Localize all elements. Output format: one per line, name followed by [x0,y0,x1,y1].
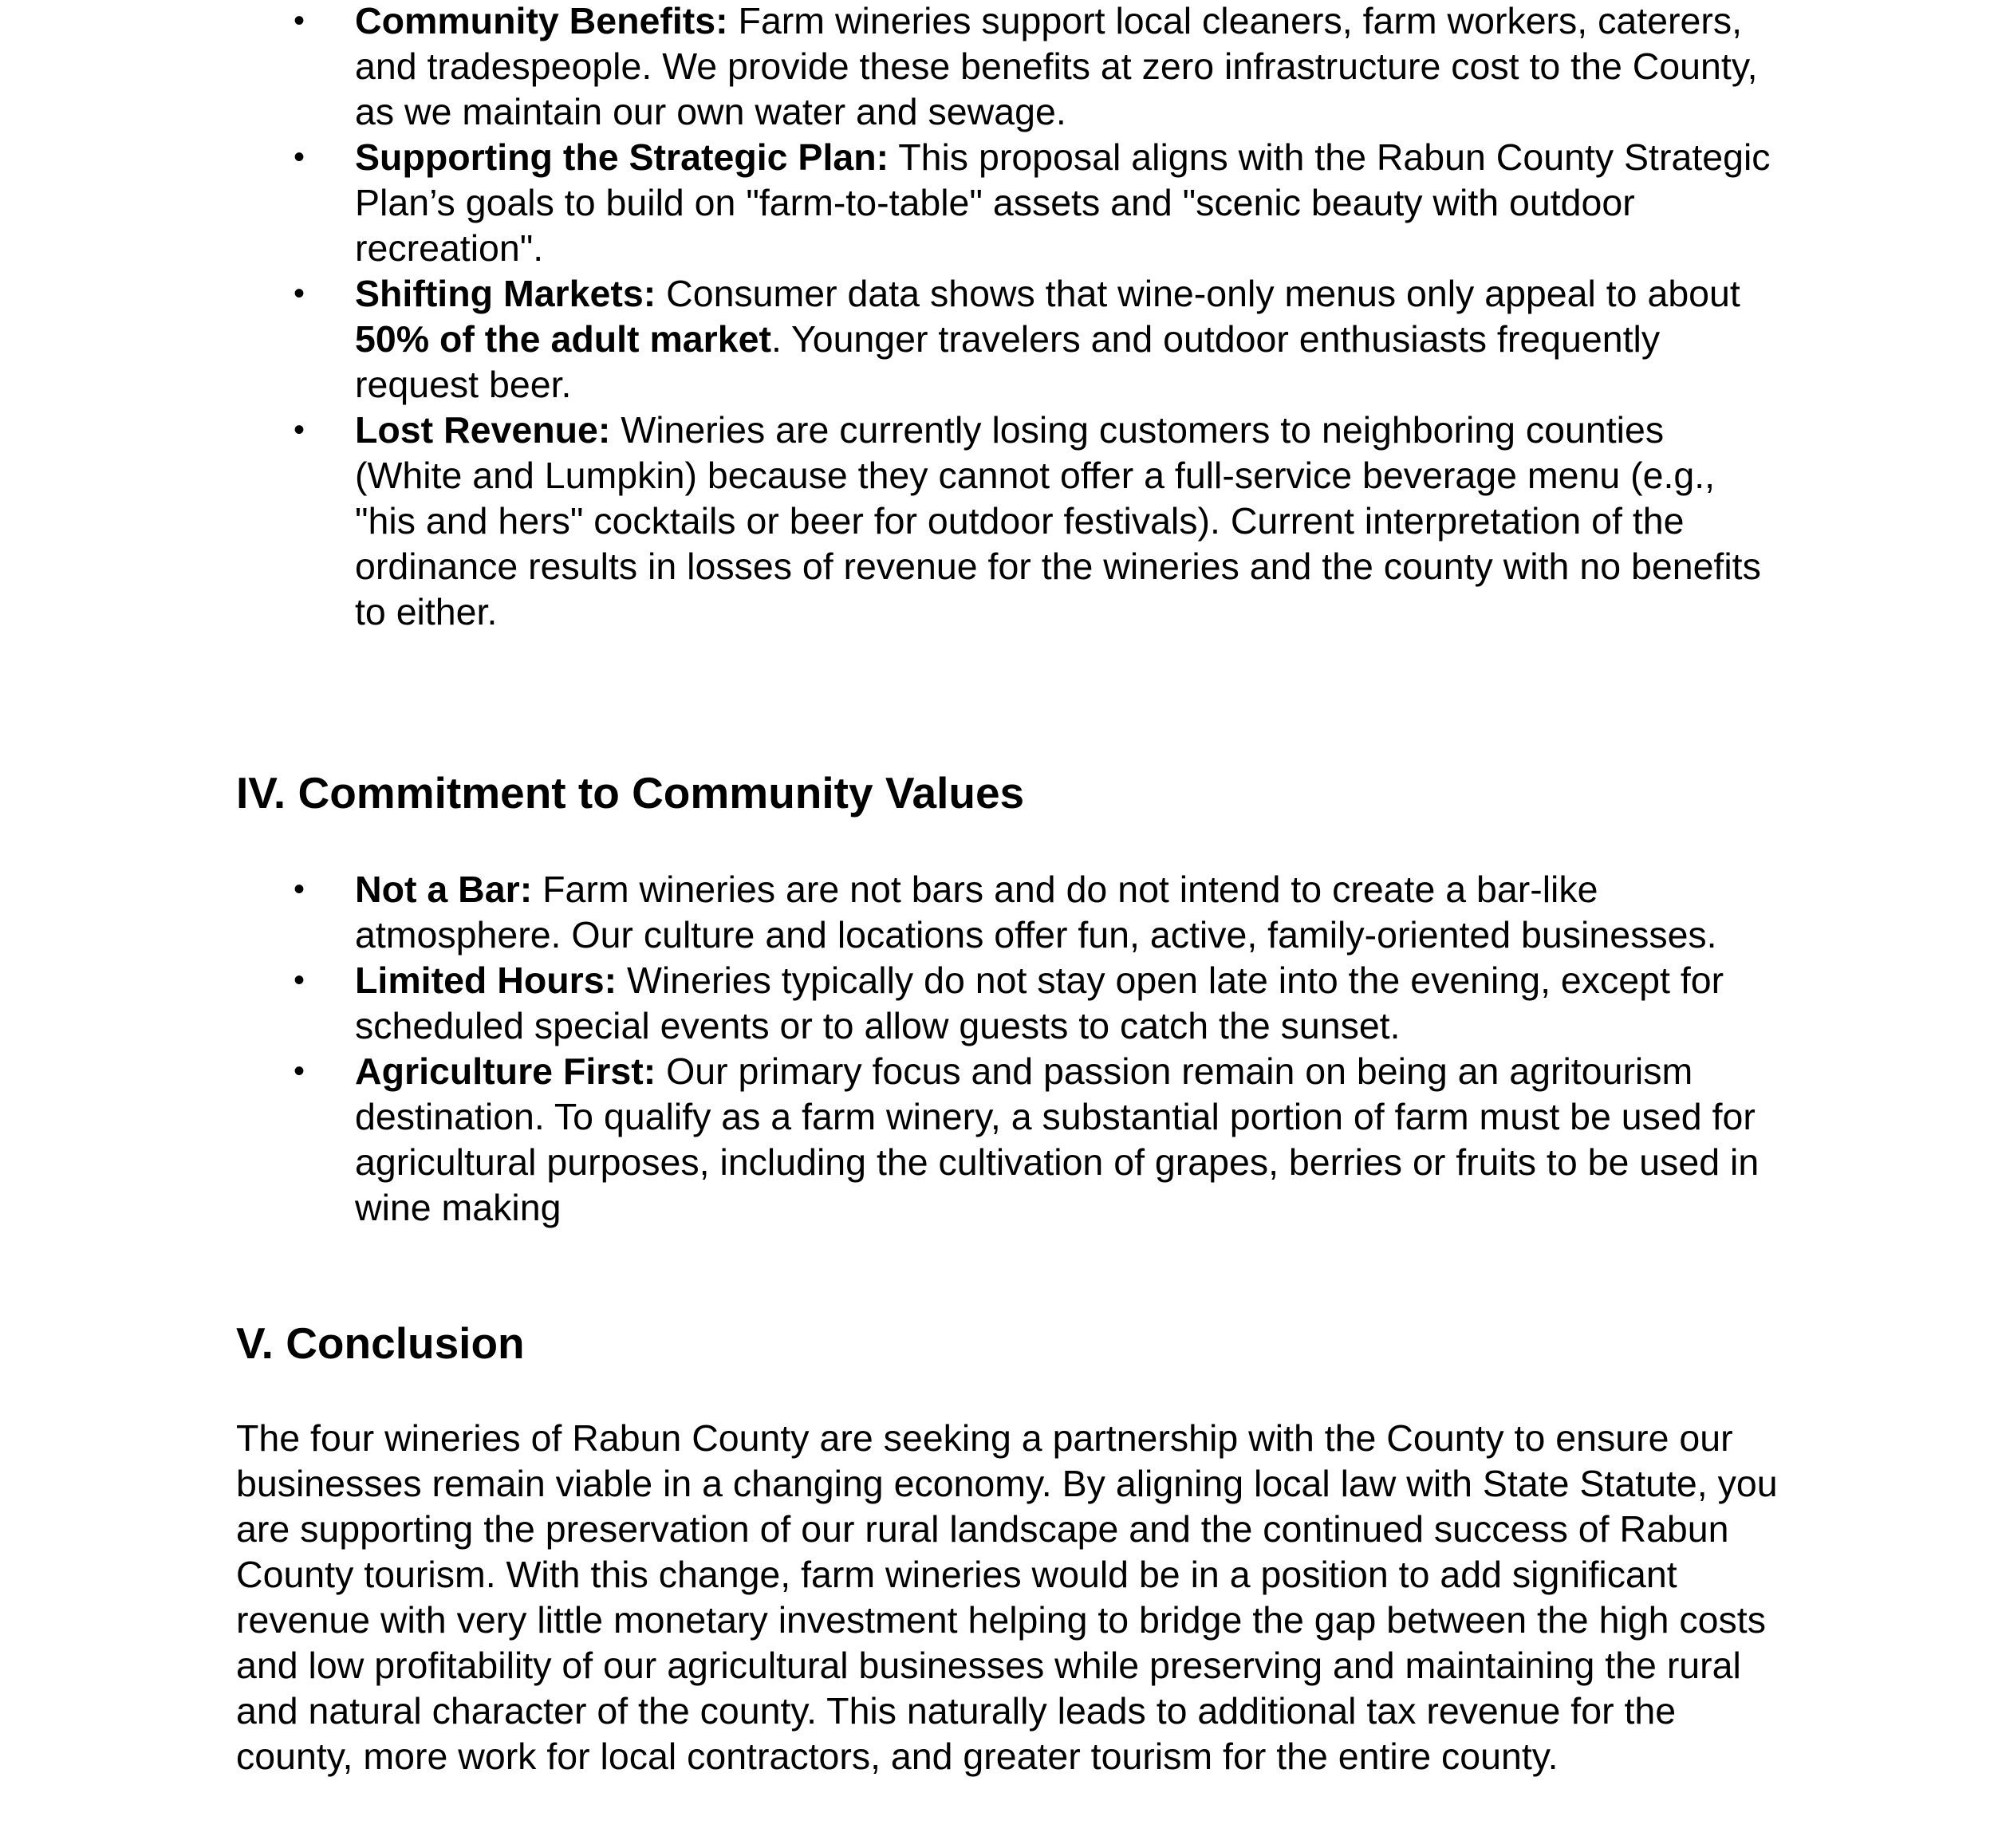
bullet-text: This proposal aligns with the Rabun County Strategic Plan’s goals to build on "farm-to-table" assets and "scenic beauty with outdoor recreation". [355,136,1771,269]
bullet-emphasis: 50% of the adult market [355,318,771,360]
section-4-heading: IV. Commitment to Community Values [236,768,1025,818]
bullet-icon: • [294,1054,305,1089]
bullet-text: Farm wineries support local cleaners, farm workers, caterers, and tradespeople. We provide these benefits at zero infrastructure cost to the County, as we maintain our own water and sewage. [355,0,1758,132]
bullet-lost-revenue [0,408,1779,635]
bullet-text: Wineries are currently losing customers to neighboring counties (White and Lumpkin) because they cannot offer a full-service beverage menu (e.g., "his and hers" cocktails or beer for outdoor festivals). Current interpretation of the ordinance results in losses of revenue for the wineries and the county with no benefits to either. [355,409,1761,632]
bullet-limited-hours [0,958,1779,1049]
section-5-heading: V. Conclusion [236,1318,525,1368]
bullet-shifting-markets [0,271,1779,408]
bullet-text: Consumer data shows that wine-only menus only appeal to about [656,273,1740,314]
bullet-icon: • [294,412,305,447]
conclusion-paragraph: The four wineries of Rabun County are seeking a partnership with the County to ensure our businesses remain viable in a changing economy. By aligning local law with State Statute, you are supporting the preservation of our rural landscape and the continued success of Rabun County tourism. With this change, farm wineries would be in a position to add significant revenue with very little monetary investment helping to bridge the gap between the high costs and low profitability of our agricultural businesses while preserving and maintaining the rural and natural character of the county. This naturally leads to additional tax revenue for the county, more work for local contractors, and greater tourism for the entire county. [236,1417,1778,1777]
bullet-lead: Community Benefits: [355,0,728,41]
bullet-icon: • [294,872,305,907]
bullet-lead: Supporting the Strategic Plan: [355,136,889,178]
bullet-not-a-bar [0,867,1779,958]
bullet-icon: • [294,276,305,311]
section-4-bullet-list [0,867,1994,1231]
bullet-icon: • [294,963,305,998]
section-3-bullet-list [0,0,1994,635]
bullet-lead: Limited Hours: [355,959,617,1001]
bullet-icon: • [294,3,305,38]
bullet-supporting-strategic-plan [0,135,1779,271]
bullet-icon: • [294,140,305,175]
bullet-text: . Younger travelers and outdoor enthusiasts frequently request beer. [355,318,1661,405]
bullet-text: Our primary focus and passion remain on being an agritourism destination. To qualify as a farm winery, a substantial portion of farm must be used for agricultural purposes, including the cultivation of grapes, berries or fruits to be used in wine making [355,1050,1760,1228]
bullet-lead: Not a Bar: [355,869,533,910]
bullet-text: Farm wineries are not bars and do not intend to create a bar-like atmosphere. Our culture and locations offer fun, active, family-oriented businesses. [355,869,1717,956]
bullet-lead: Agriculture First: [355,1050,656,1092]
bullet-community-benefits [0,0,1779,135]
bullet-lead: Lost Revenue: [355,409,611,451]
bullet-lead: Shifting Markets: [355,273,656,314]
bullet-agriculture-first [0,1049,1779,1231]
bullet-text: Wineries typically do not stay open late into the evening, except for scheduled special events or to allow guests to catch the sunset. [355,959,1724,1046]
